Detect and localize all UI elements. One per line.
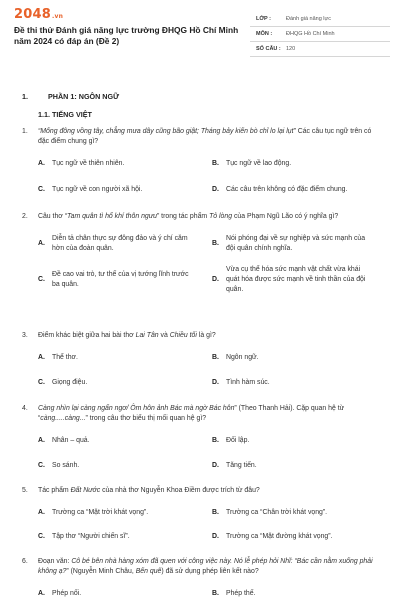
option-text: Giọng điệu. xyxy=(52,379,88,386)
stem-text: Tỏ lòng xyxy=(209,213,233,220)
meta-key: LỚP : xyxy=(256,16,271,22)
stem-text: Điểm khác biệt giữa hai bài thơ xyxy=(38,332,136,339)
question-number: 4. xyxy=(22,405,28,412)
option-text: Nhân – quả. xyxy=(52,437,90,444)
option-a[interactable] xyxy=(38,589,198,599)
option-b[interactable] xyxy=(212,589,372,599)
option-text: So sánh. xyxy=(52,462,80,469)
stem-text: ” (Theo Thanh Hải). Cặp quan hệ từ “ xyxy=(38,405,345,422)
stem-text: Đoạn văn: xyxy=(38,558,72,565)
option-a[interactable] xyxy=(38,353,198,363)
site-logo[interactable] xyxy=(14,7,63,22)
option-text: Trường ca “Mặt trời khát vọng”. xyxy=(52,509,149,516)
option-text: Phép nối. xyxy=(52,590,82,597)
option-letter: B. xyxy=(212,437,219,444)
option-letter: A. xyxy=(38,354,45,361)
stem-text: Đất Nước xyxy=(70,487,101,494)
stem-text: Câu thơ “ xyxy=(38,213,68,220)
option-text: Trường ca “Mặt đường khát vọng”. xyxy=(226,533,333,540)
answer-options xyxy=(38,353,384,397)
option-d[interactable] xyxy=(212,265,372,295)
option-c[interactable] xyxy=(38,461,198,471)
question-stem xyxy=(22,486,384,496)
option-letter: B. xyxy=(212,590,219,597)
option-c[interactable] xyxy=(38,532,198,542)
stem-text: Bến quê xyxy=(135,568,162,575)
option-letter: A. xyxy=(38,240,45,247)
question-4 xyxy=(22,404,384,480)
option-b[interactable] xyxy=(212,436,372,446)
option-text: Đối lập. xyxy=(226,437,250,444)
option-letter: A. xyxy=(38,590,45,597)
option-text: Đề cao vai trò, tư thế của vị tướng lĩnh trước ba quân. xyxy=(52,271,189,288)
option-text: Tục ngữ về con người xã hội. xyxy=(52,186,143,193)
option-text: Tục ngữ về lao động. xyxy=(226,160,292,167)
option-letter: C. xyxy=(38,276,45,283)
stem-text: Tác phẩm xyxy=(38,487,71,494)
stem-text: Tam quân tì hổ khí thôn ngưu xyxy=(67,213,157,220)
meta-row-count xyxy=(250,42,390,57)
stem-text: của Phạm Ngũ Lão có ý nghĩa gì? xyxy=(232,213,339,220)
option-d[interactable] xyxy=(212,378,372,388)
option-letter: C. xyxy=(38,379,45,386)
option-a[interactable] xyxy=(38,508,198,518)
question-number: 3. xyxy=(22,332,28,339)
answer-options xyxy=(38,589,384,600)
stem-text: Chiều tối xyxy=(169,332,197,339)
question-5 xyxy=(22,486,384,552)
question-stem xyxy=(22,404,384,424)
option-b[interactable] xyxy=(212,159,372,169)
option-letter: D. xyxy=(212,379,219,386)
option-a[interactable] xyxy=(38,234,198,254)
option-letter: B. xyxy=(212,509,219,516)
option-letter: C. xyxy=(38,462,45,469)
question-number: 5. xyxy=(22,487,28,494)
part-heading xyxy=(22,92,119,101)
exam-meta xyxy=(250,12,390,57)
question-number: 6. xyxy=(22,558,28,565)
section-heading: 1.1. TIẾNG VIỆT xyxy=(38,110,92,119)
option-letter: B. xyxy=(212,160,219,167)
page-header xyxy=(0,0,400,62)
option-text: Nói phóng đại về sự nghiệp và sức mạnh của đội quân chính nghĩa. xyxy=(226,235,366,252)
option-text: Vừa cụ thể hóa sức mạnh vật chất vừa khái quát hóa được sức mạnh về tinh thần của đội quân. xyxy=(226,266,366,293)
logo-suffix: .vn xyxy=(51,13,64,20)
question-3 xyxy=(22,331,384,397)
option-c[interactable] xyxy=(38,270,198,290)
option-text: Các câu trên không có đặc điểm chung. xyxy=(226,186,348,193)
stem-text: Lai Tân xyxy=(135,332,159,339)
stem-text: là gì? xyxy=(196,332,216,339)
option-c[interactable] xyxy=(38,378,198,388)
meta-key: SỐ CÂU : xyxy=(256,46,281,52)
question-6 xyxy=(22,557,384,600)
option-letter: A. xyxy=(38,509,45,516)
stem-text: ” trong câu thơ biểu thị mối quan hệ gì? xyxy=(85,415,207,422)
option-text: Tình hàm súc. xyxy=(226,379,270,386)
stem-text: càng.....càng... xyxy=(40,415,86,422)
option-d[interactable] xyxy=(212,185,372,195)
option-text: Thể thơ. xyxy=(52,354,78,361)
stem-text: của nhà thơ Nguyễn Khoa Điềm được trích từ đâu? xyxy=(100,487,260,494)
option-a[interactable] xyxy=(38,436,198,446)
option-text: Tập thơ “Người chiến sĩ”. xyxy=(52,533,130,540)
option-d[interactable] xyxy=(212,461,372,471)
option-text: Tăng tiến. xyxy=(226,462,257,469)
option-text: Ngôn ngữ. xyxy=(226,354,259,361)
option-letter: A. xyxy=(38,160,45,167)
answer-options xyxy=(38,508,384,552)
stem-text: ” trong tác phẩm xyxy=(156,213,210,220)
option-d[interactable] xyxy=(212,532,372,542)
option-letter: B. xyxy=(212,240,219,247)
meta-value: ĐHQG Hồ Chí Minh xyxy=(286,31,335,37)
option-text: Trường ca “Chân trời khát vọng”. xyxy=(226,509,328,516)
stem-text: Cô bé bên nhà hàng xóm đã quen với công việc này. Nó lễ phép hỏi Nhĩ: “Bác cần nằm xuống phải không ạ? xyxy=(38,558,373,575)
meta-key: MÔN : xyxy=(256,31,273,37)
question-1 xyxy=(22,127,384,203)
option-text: Tục ngữ về thiên nhiên. xyxy=(52,160,125,167)
option-text: Diễn tả chân thực sự đông đảo và ý chí căm hờn của đoàn quân. xyxy=(52,235,188,252)
option-text: Phép thế. xyxy=(226,590,256,597)
option-letter: A. xyxy=(38,437,45,444)
option-letter: D. xyxy=(212,186,219,193)
meta-row-class xyxy=(250,12,390,27)
question-number: 2. xyxy=(22,213,28,220)
answer-options xyxy=(38,436,384,480)
logo-text: 2048 xyxy=(14,7,51,22)
stem-text: ” (Nguyễn Minh Châu, xyxy=(66,568,136,575)
stem-text: Càng nhìn lại càng ngẩn ngơ/ Ôm hôn ảnh Bác mà ngờ Bác hôn xyxy=(38,405,235,412)
question-stem xyxy=(22,331,384,341)
question-stem xyxy=(22,557,384,577)
stem-text: Các câu tục ngữ trên có đặc điểm chung gì? xyxy=(38,128,372,145)
exam-title: Đề thi thử Đánh giá năng lực trường ĐHQG Hồ Chí Minh năm 2024 có đáp án (Đề 2) xyxy=(14,25,239,46)
question-stem xyxy=(22,212,384,222)
option-b[interactable] xyxy=(212,353,372,363)
option-letter: B. xyxy=(212,354,219,361)
stem-text: ) đã sử dụng phép liên kết nào? xyxy=(161,568,259,575)
option-b[interactable] xyxy=(212,508,372,518)
meta-value: Đánh giá năng lực xyxy=(286,16,331,22)
option-letter: C. xyxy=(38,533,45,540)
stem-text: “Mống đông vồng tây, chẳng mưa dây cũng bão giật; Tháng bảy kiến bò chỉ lo lại lụt” xyxy=(38,128,296,135)
option-c[interactable] xyxy=(38,185,198,195)
option-letter: D. xyxy=(212,462,219,469)
answer-options xyxy=(38,234,384,314)
meta-value: 120 xyxy=(286,46,296,52)
question-number: 1. xyxy=(22,128,28,135)
option-letter: C. xyxy=(38,186,45,193)
option-b[interactable] xyxy=(212,234,372,254)
question-stem xyxy=(22,127,384,147)
option-letter: D. xyxy=(212,276,219,283)
part-title: PHẦN 1: NGÔN NGỮ xyxy=(48,92,120,101)
meta-row-subject xyxy=(250,27,390,42)
part-number: 1. xyxy=(22,92,28,101)
stem-text: và xyxy=(158,332,170,339)
question-2 xyxy=(22,212,384,314)
option-letter: D. xyxy=(212,533,219,540)
answer-options xyxy=(38,159,384,203)
option-a[interactable] xyxy=(38,159,198,169)
